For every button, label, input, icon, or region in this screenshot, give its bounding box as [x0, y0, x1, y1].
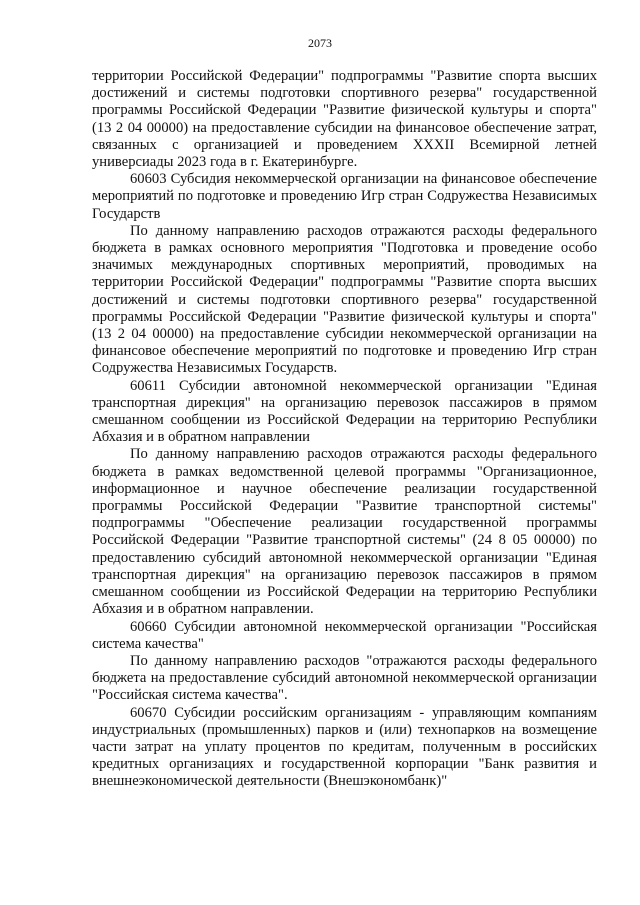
paragraph-60603-heading: 60603 Субсидия некоммерческой организации на финансовое обеспечение мероприятий по подготовке и проведению Игр стран Содружества Независимых Государств [92, 171, 597, 222]
paragraph-continuation: территории Российской Федерации" подпрограммы "Развитие спорта высших достижений и системы подготовки спортивного резерва" государственной программы Российской Федерации "Развитие физической культуры и спорта" (13 2 04 00000) на предоставление субсидии на финансовое обеспечение затрат, связанных с организацией и проведением XXXII Всемирной летней универсиады 2023 года в г. Екатеринбурге. [92, 68, 597, 171]
paragraph-60670-heading: 60670 Субсидии российским организациям - управляющим компаниям индустриальных (промышленных) парков и (или) технопарков на возмещение части затрат на уплату процентов по кредитам, полученным в российских кредитных организациях и государственной корпорации "Банк развития и внешнеэкономической деятельности (Внешэкономбанк)" [92, 704, 597, 790]
page-number: 2073 [308, 36, 332, 50]
paragraph-60660-heading: 60660 Субсидии автономной некоммерческой организации "Российская система качества" [92, 618, 597, 652]
document-body [92, 68, 597, 791]
paragraph-60611-heading: 60611 Субсидии автономной некоммерческой организации "Единая транспортная дирекция" на организацию перевозок пассажиров в прямом смешанном сообщении из Российской Федерации на территорию Республики Абхазия и в обратном направлении [92, 377, 597, 446]
paragraph-60611-description: По данному направлению расходов отражаются расходы федерального бюджета в рамках ведомственной целевой программы "Организационное, информационное и научное обеспечение реализации государственной программы Российской Федерации "Развитие транспортной системы" подпрограммы "Обеспечение реализации государственной программы Российской Федерации "Развитие транспортной системы" (24 8 05 00000) по предоставлению субсидий автономной некоммерческой организации "Единая транспортная дирекция" на организацию перевозок пассажиров в прямом смешанном сообщении из Российской Федерации на территорию Республики Абхазия и в обратном направлении. [92, 446, 597, 618]
paragraph-60603-description: По данному направлению расходов отражаются расходы федерального бюджета в рамках основного мероприятия "Подготовка и проведение особо значимых международных спортивных мероприятий, проводимых на территории Российской Федерации" подпрограммы "Развитие спорта высших достижений и системы подготовки спортивного резерва" государственной программы Российской Федерации "Развитие физической культуры и спорта" (13 2 04 00000) на предоставление субсидии некоммерческой организации на финансовое обеспечение мероприятий по подготовке и проведению Игр стран Содружества Независимых Государств. [92, 222, 597, 377]
paragraph-60660-description: По данному направлению расходов "отражаются расходы федерального бюджета на предоставление субсидий автономной некоммерческой организации "Российская система качества". [92, 652, 597, 704]
